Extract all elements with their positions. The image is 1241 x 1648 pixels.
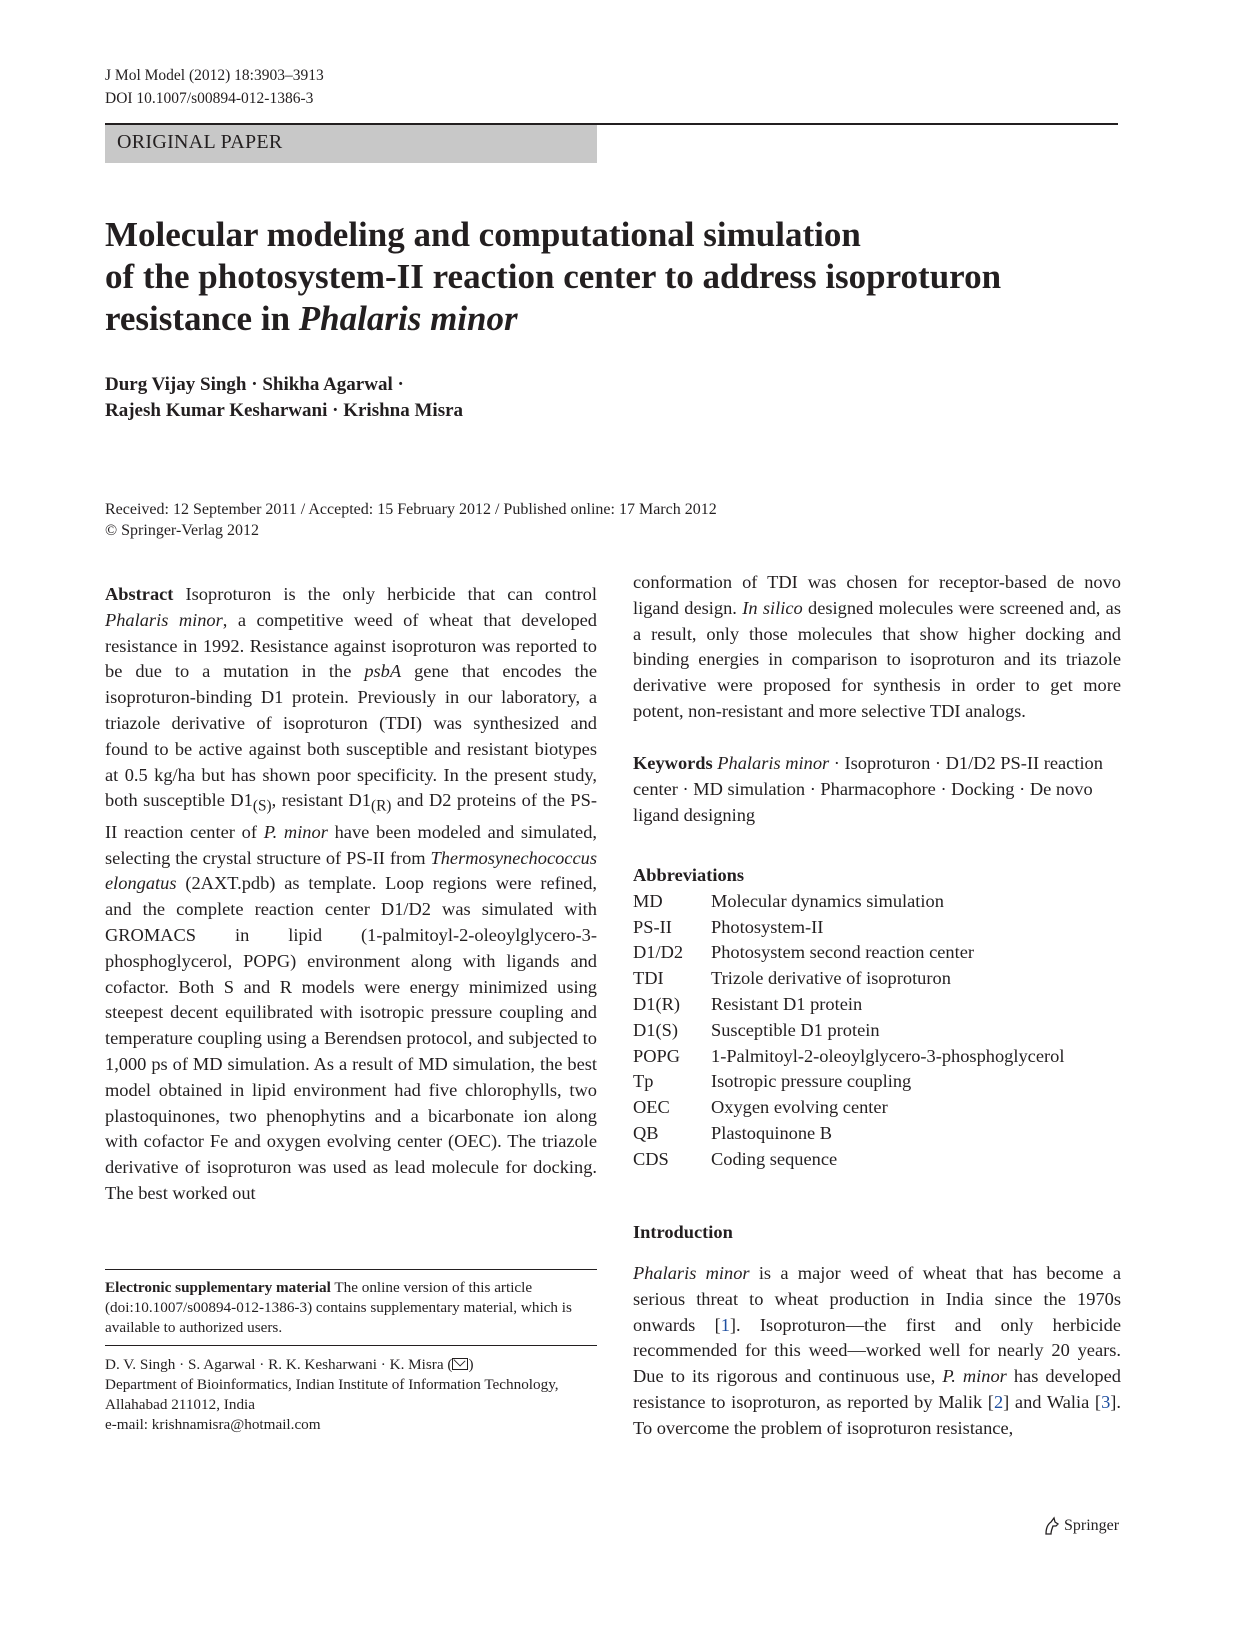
abbreviation-term: OEC <box>633 1097 670 1118</box>
abbreviation-definition: Trizole derivative of isoproturon <box>711 968 951 989</box>
abbreviation-row <box>633 1147 1121 1173</box>
keywords: Keywords Phalaris minor · Isoproturon · D1/D2 PS-II reaction center · MD simulation · Pharmacophore · Docking · De novo ligand designing <box>633 753 1103 825</box>
abstract-right <box>633 570 1121 725</box>
abbreviation-term: QB <box>633 1122 659 1143</box>
abbreviation-definition: Susceptible D1 protein <box>711 1019 880 1040</box>
footnote-rule <box>105 1345 597 1346</box>
abbreviation-term: Tp <box>633 1071 654 1092</box>
title-line: Molecular modeling and computational simulation <box>105 215 861 254</box>
abbreviation-definition: Isotropic pressure coupling <box>711 1071 912 1092</box>
paper-title <box>105 214 1105 340</box>
abbreviation-definition: Coding sequence <box>711 1148 838 1169</box>
supplementary-label: Electronic supplementary material <box>105 1279 331 1296</box>
abbreviation-term: MD <box>633 890 663 911</box>
publisher-logo <box>1042 1516 1119 1536</box>
copyright: © Springer-Verlag 2012 <box>105 522 260 539</box>
abbreviation-term: D1/D2 <box>633 942 684 963</box>
abbreviation-definition: Photosystem-II <box>711 916 824 937</box>
affiliation: D. V. Singh · S. Agarwal · R. K. Kesharwani · K. Misra ( ) Department of Bioinformatics, Indian Institute of Information Technology, Allahabad 211012, India e-mail: krishnamisra@hotmail.com <box>105 1355 597 1435</box>
publisher-name: Springer <box>1064 1517 1120 1534</box>
reference-link[interactable]: 2 <box>993 1391 1004 1412</box>
city: Allahabad 211012, India <box>105 1396 256 1413</box>
reference-link[interactable]: 1 <box>720 1314 730 1335</box>
abbreviation-row <box>633 966 1121 992</box>
keywords-label: Keywords <box>633 753 713 773</box>
journal-citation: J Mol Model (2012) 18:3903–3913 <box>105 67 324 84</box>
abbreviation-row <box>633 992 1121 1018</box>
abbreviation-definition: Oxygen evolving center <box>711 1097 888 1118</box>
author-line: Durg Vijay Singh · Shikha Agarwal · <box>105 374 404 395</box>
abbreviation-term: TDI <box>633 968 664 989</box>
journal-header <box>105 64 324 110</box>
abbreviation-definition: Resistant D1 protein <box>711 993 863 1014</box>
author-line: Rajesh Kumar Kesharwani · Krishna Misra <box>105 400 464 421</box>
abbreviation-row <box>633 889 1121 915</box>
department: Department of Bioinformatics, Indian Institute of Information Technology, <box>105 1376 559 1393</box>
section-banner <box>105 125 597 163</box>
abbreviations <box>633 863 1121 1173</box>
abbreviation-term: CDS <box>633 1148 669 1169</box>
date-history: Received: 12 September 2011 / Accepted: 15 February 2012 / Published online: 17 March 2012 <box>105 501 717 518</box>
abbreviation-row <box>633 1018 1121 1044</box>
email[interactable]: e-mail: krishnamisra@hotmail.com <box>105 1416 321 1433</box>
abbreviation-definition: Photosystem second reaction center <box>711 942 975 963</box>
introduction-body: Phalaris minor is a major weed of wheat that has become a serious threat to wheat production in India since the 1970s onwards [1]. Isoproturon—the first and only herbicide recommended for this weed—worked well for nearly 20 years. Due to its rigorous and continuous use, P. minor has developed resistance to isoproturon, as reported by Malik [2] and Walia [3]. To overcome the problem of isoproturon resistance, <box>633 1263 1121 1438</box>
introduction-heading: Introduction <box>633 1222 733 1242</box>
abstract-continuation: conformation of TDI was chosen for receptor-based de novo ligand design. In silico designed molecules were screened and, as a result, only those molecules that show higher docking and binding energies in comparison to isoproturon and its triazole derivative were proposed for synthesis in order to get more potent, non-resistant and more selective TDI analogs. <box>633 572 1121 721</box>
abbreviation-row <box>633 915 1121 941</box>
abbreviations-heading: Abbreviations <box>633 865 745 885</box>
abbreviation-row <box>633 1044 1121 1070</box>
supplementary-note: Electronic supplementary material The online version of this article (doi:10.1007/s00894-012-1386-3) contains supplementary material, which is available to authorized users. <box>105 1279 572 1336</box>
publication-dates <box>105 499 717 541</box>
envelope-icon <box>452 1358 468 1370</box>
author-list <box>105 372 463 424</box>
journal-doi: DOI 10.1007/s00894-012-1386-3 <box>105 90 314 107</box>
abbreviation-term: PS-II <box>633 916 672 937</box>
title-line: of the photosystem-II reaction center to address isoproturon <box>105 257 1002 296</box>
footnote-rule <box>105 1269 597 1270</box>
abbreviation-definition: Molecular dynamics simulation <box>711 890 944 911</box>
section-banner-label: ORIGINAL PAPER <box>117 131 283 153</box>
abstract-left <box>105 582 597 1207</box>
abbreviation-term: D1(S) <box>633 1019 678 1040</box>
abbreviation-definition: Plastoquinone B <box>711 1122 833 1143</box>
abbreviations-list <box>633 889 1121 1173</box>
abstract-paragraph: Abstract Isoproturon is the only herbicide that can control Phalaris minor, a competitive weed of wheat that developed resistance in 1992. Resistance against isoproturon was reported to be due to a mutation in the psbA gene that encodes the isoproturon-binding D1 protein. Previously in our laboratory, a triazole derivative of isoproturon (TDI) was synthesized and found to be active against both susceptible and resistant biotypes at 0.5 kg/ha but has shown poor specificity. In the present study, both susceptible $D1_{(S)}$, resistant $D1_{(R)}$ and D2 proteins of the PS-II reaction center of P. minor have been modeled and simulated, selecting the crystal structure of PS-II from Thermosynechococcus elongatus (2AXT.pdb) as template. Loop regions were refined, and the complete reaction center D1/D2 was simulated with GROMACS in lipid (1-palmitoyl-2-oleoylglycero-3-phosphoglycerol, POPG) environment along with ligands and cofactor. Both S and R models were energy minimized using steepest decent equilibrated with isotropic pressure coupling and temperature coupling using a Berendsen protocol, and subjected to 1,000 ps of MD simulation. As a result of MD simulation, the best model obtained in lipid environment had five chlorophylls, two plastoquinones, two phenophytins and a bicarbonate ion along with cofactor Fe and oxygen evolving center (OEC). The triazole derivative of isoproturon was used as lead molecule for docking. The best worked out <box>105 584 598 1203</box>
abbreviation-term: D1(R) <box>633 993 680 1014</box>
reference-link[interactable]: 3 <box>1101 1391 1111 1412</box>
abstract-label: Abstract <box>105 584 174 604</box>
abbreviation-row <box>633 1121 1121 1147</box>
abbreviation-term: POPG <box>633 1045 681 1066</box>
springer-horse-icon <box>1042 1516 1060 1536</box>
title-line: resistance in Phalaris minor <box>105 299 518 338</box>
abbreviation-definition: 1-Palmitoyl-2-oleoylglycero-3-phosphoglycerol <box>711 1045 1065 1066</box>
abbreviation-row <box>633 1069 1121 1095</box>
abbreviation-row <box>633 940 1121 966</box>
abbreviation-row <box>633 1095 1121 1121</box>
